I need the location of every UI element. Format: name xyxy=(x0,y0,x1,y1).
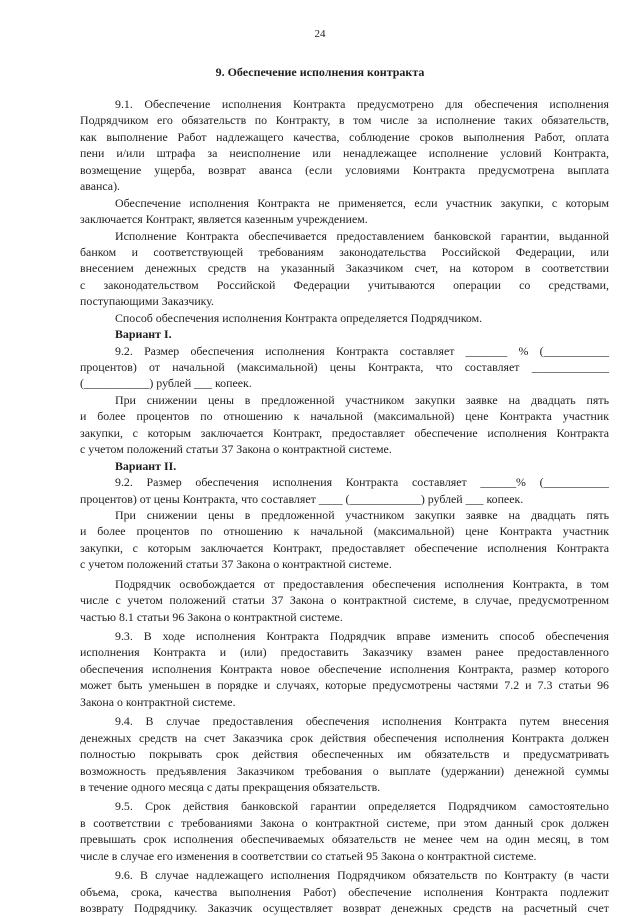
text-line: полностью покрывать срок действия обеспеченных им обязательств и предусматривать xyxy=(80,747,609,762)
page-number: 24 xyxy=(314,28,326,40)
text-line: возможность предъявления Заказчиком требования о выплате (удержании) денежной суммы xyxy=(80,763,609,778)
variant-heading: Вариант I. xyxy=(115,327,172,342)
text-line: объема, срока, качества выполнения Работ) обеспечение исполнения Контракта подлежит xyxy=(80,884,609,899)
text-line: в течение одного месяца с даты прекращения обязательств. xyxy=(80,779,381,794)
text-line: При снижении цены в предложенной участником закупки заявке на двадцать пять xyxy=(115,507,609,522)
text-line: возврату Подрядчику. Заказчик осуществляет возврат денежных средств на расчетный счет xyxy=(80,901,609,915)
text-line: внесением денежных средств на указанный Заказчиком счет, на котором в соответствии xyxy=(80,261,609,276)
text-line: с учетом положений статьи 37 Закона о контрактной системе. xyxy=(80,442,392,457)
text-line: При снижении цены в предложенной участником закупки заявке на двадцать пять xyxy=(115,392,609,407)
text-line: Подрядчик освобождается от предоставления обеспечения исполнения Контракта, в том xyxy=(115,576,609,591)
text-line: с законодательством Российской Федерации учитываются операции со средствами, xyxy=(80,277,609,292)
text-line: денежных средств на счет Заказчика срок действия обеспечения исполнения Контракта должен xyxy=(80,730,609,745)
text-line: поступающими Заказчику. xyxy=(80,294,215,309)
text-line: частью 8.1 статьи 96 Закона о контрактной системе. xyxy=(80,609,343,624)
text-line: банком и соответствующей требованиям законодательства Российской Федерации, или xyxy=(80,244,609,259)
text-line: Способ обеспечения исполнения Контракта определяется Подрядчиком. xyxy=(115,310,483,325)
text-line: 9.2. Размер обеспечения исполнения Контракта составляет ______% (___________ xyxy=(115,475,609,490)
variant-heading: Вариант II. xyxy=(115,458,177,473)
text-line: с учетом положений статьи 37 Закона о контрактной системе. xyxy=(80,557,392,572)
text-line: 9.4. В случае предоставления обеспечения исполнения Контракта путем внесения xyxy=(115,714,609,729)
text-line: Исполнение Контракта обеспечивается предоставлением банковской гарантии, выданной xyxy=(115,228,609,243)
text-line: в соответствии с требованиями Закона о контрактной системе, при этом данный срок должен xyxy=(80,815,609,830)
text-line: (___________) рублей ___ копеек. xyxy=(80,376,252,391)
text-line: и более процентов по отношению к начальной (максимальной) цене Контракта участник xyxy=(80,524,609,539)
text-line: заключается Контракт, является казенным учреждением. xyxy=(80,212,368,227)
text-line: пени и/или штрафа за неисполнение или ненадлежащее исполнение условий Контракта, xyxy=(80,146,609,161)
text-line: исполнения Контракта и (или) предоставить Заказчику взамен ранее предоставленного xyxy=(80,645,609,660)
text-line: и более процентов по отношению к начальной (максимальной) цене Контракта участник xyxy=(80,409,609,424)
text-line: числе в случае его изменения в соответствии со статьей 95 Закона о контрактной системе. xyxy=(80,848,537,863)
text-line: аванса). xyxy=(80,179,121,194)
text-line: 9.3. В ходе исполнения Контракта Подрядчик вправе изменить способ обеспечения xyxy=(115,629,609,643)
text-line: числе с учетом положений статьи 37 Закона о контрактной системе, в случае, предусмотренном xyxy=(80,593,609,608)
text-line: Подрядчиком его обязательств по Контракту, в том числе за исполнение таких обязательств, xyxy=(80,113,609,128)
text-line: процентов) от цены Контракта, что составляет ____ (____________) рублей ___ копеек. xyxy=(80,491,524,506)
text-line: 9.1. Обеспечение исполнения Контракта предусмотрено для обеспечения исполнения xyxy=(115,97,609,111)
text-line: закупки, с которым заключается Контракт, предоставляет обеспечение исполнения Контракта xyxy=(80,540,609,555)
section-body xyxy=(80,96,609,916)
text-line: 9.5. Срок действия банковской гарантии определяется Подрядчиком самостоятельно xyxy=(115,799,609,814)
text-line: превышать срок исполнения обеспечиваемых обязательств не менее чем на один месяц, в том xyxy=(80,832,609,847)
text-line: Обеспечение исполнения Контракта не применяется, если участник закупки, с которым xyxy=(115,195,609,210)
section-title: 9. Обеспечение исполнения контракта xyxy=(215,65,425,79)
text-line: Закона о контрактной системе. xyxy=(80,694,236,709)
text-line: 9.2. Размер обеспечения исполнения Контракта составляет _______ % (___________ xyxy=(115,343,609,358)
text-line: может быть уменьшен в порядке и случаях, которые предусмотрены частями 7.2 и 7.3 статьи 96 xyxy=(80,678,609,693)
text-line: как выполнение Работ надлежащего качества, соблюдение сроков выполнения Работ, оплата xyxy=(80,129,609,144)
text-line: закупки, с которым заключается Контракт, предоставляет обеспечение исполнения Контракта xyxy=(80,425,609,440)
text-line: возмещение ущерба, возврат аванса (если условиями Контракта предусмотрена выплата xyxy=(80,162,609,177)
text-line: обеспечения исполнения Контракта новое обеспечение исполнения Контракта, размер которого xyxy=(80,661,609,676)
text-line: процентов) от начальной (максимальной) цены Контракта, что составляет _____________ xyxy=(80,360,609,374)
text-line: 9.6. В случае надлежащего исполнения Подрядчиком обязательств по Контракту (в части xyxy=(115,868,609,883)
